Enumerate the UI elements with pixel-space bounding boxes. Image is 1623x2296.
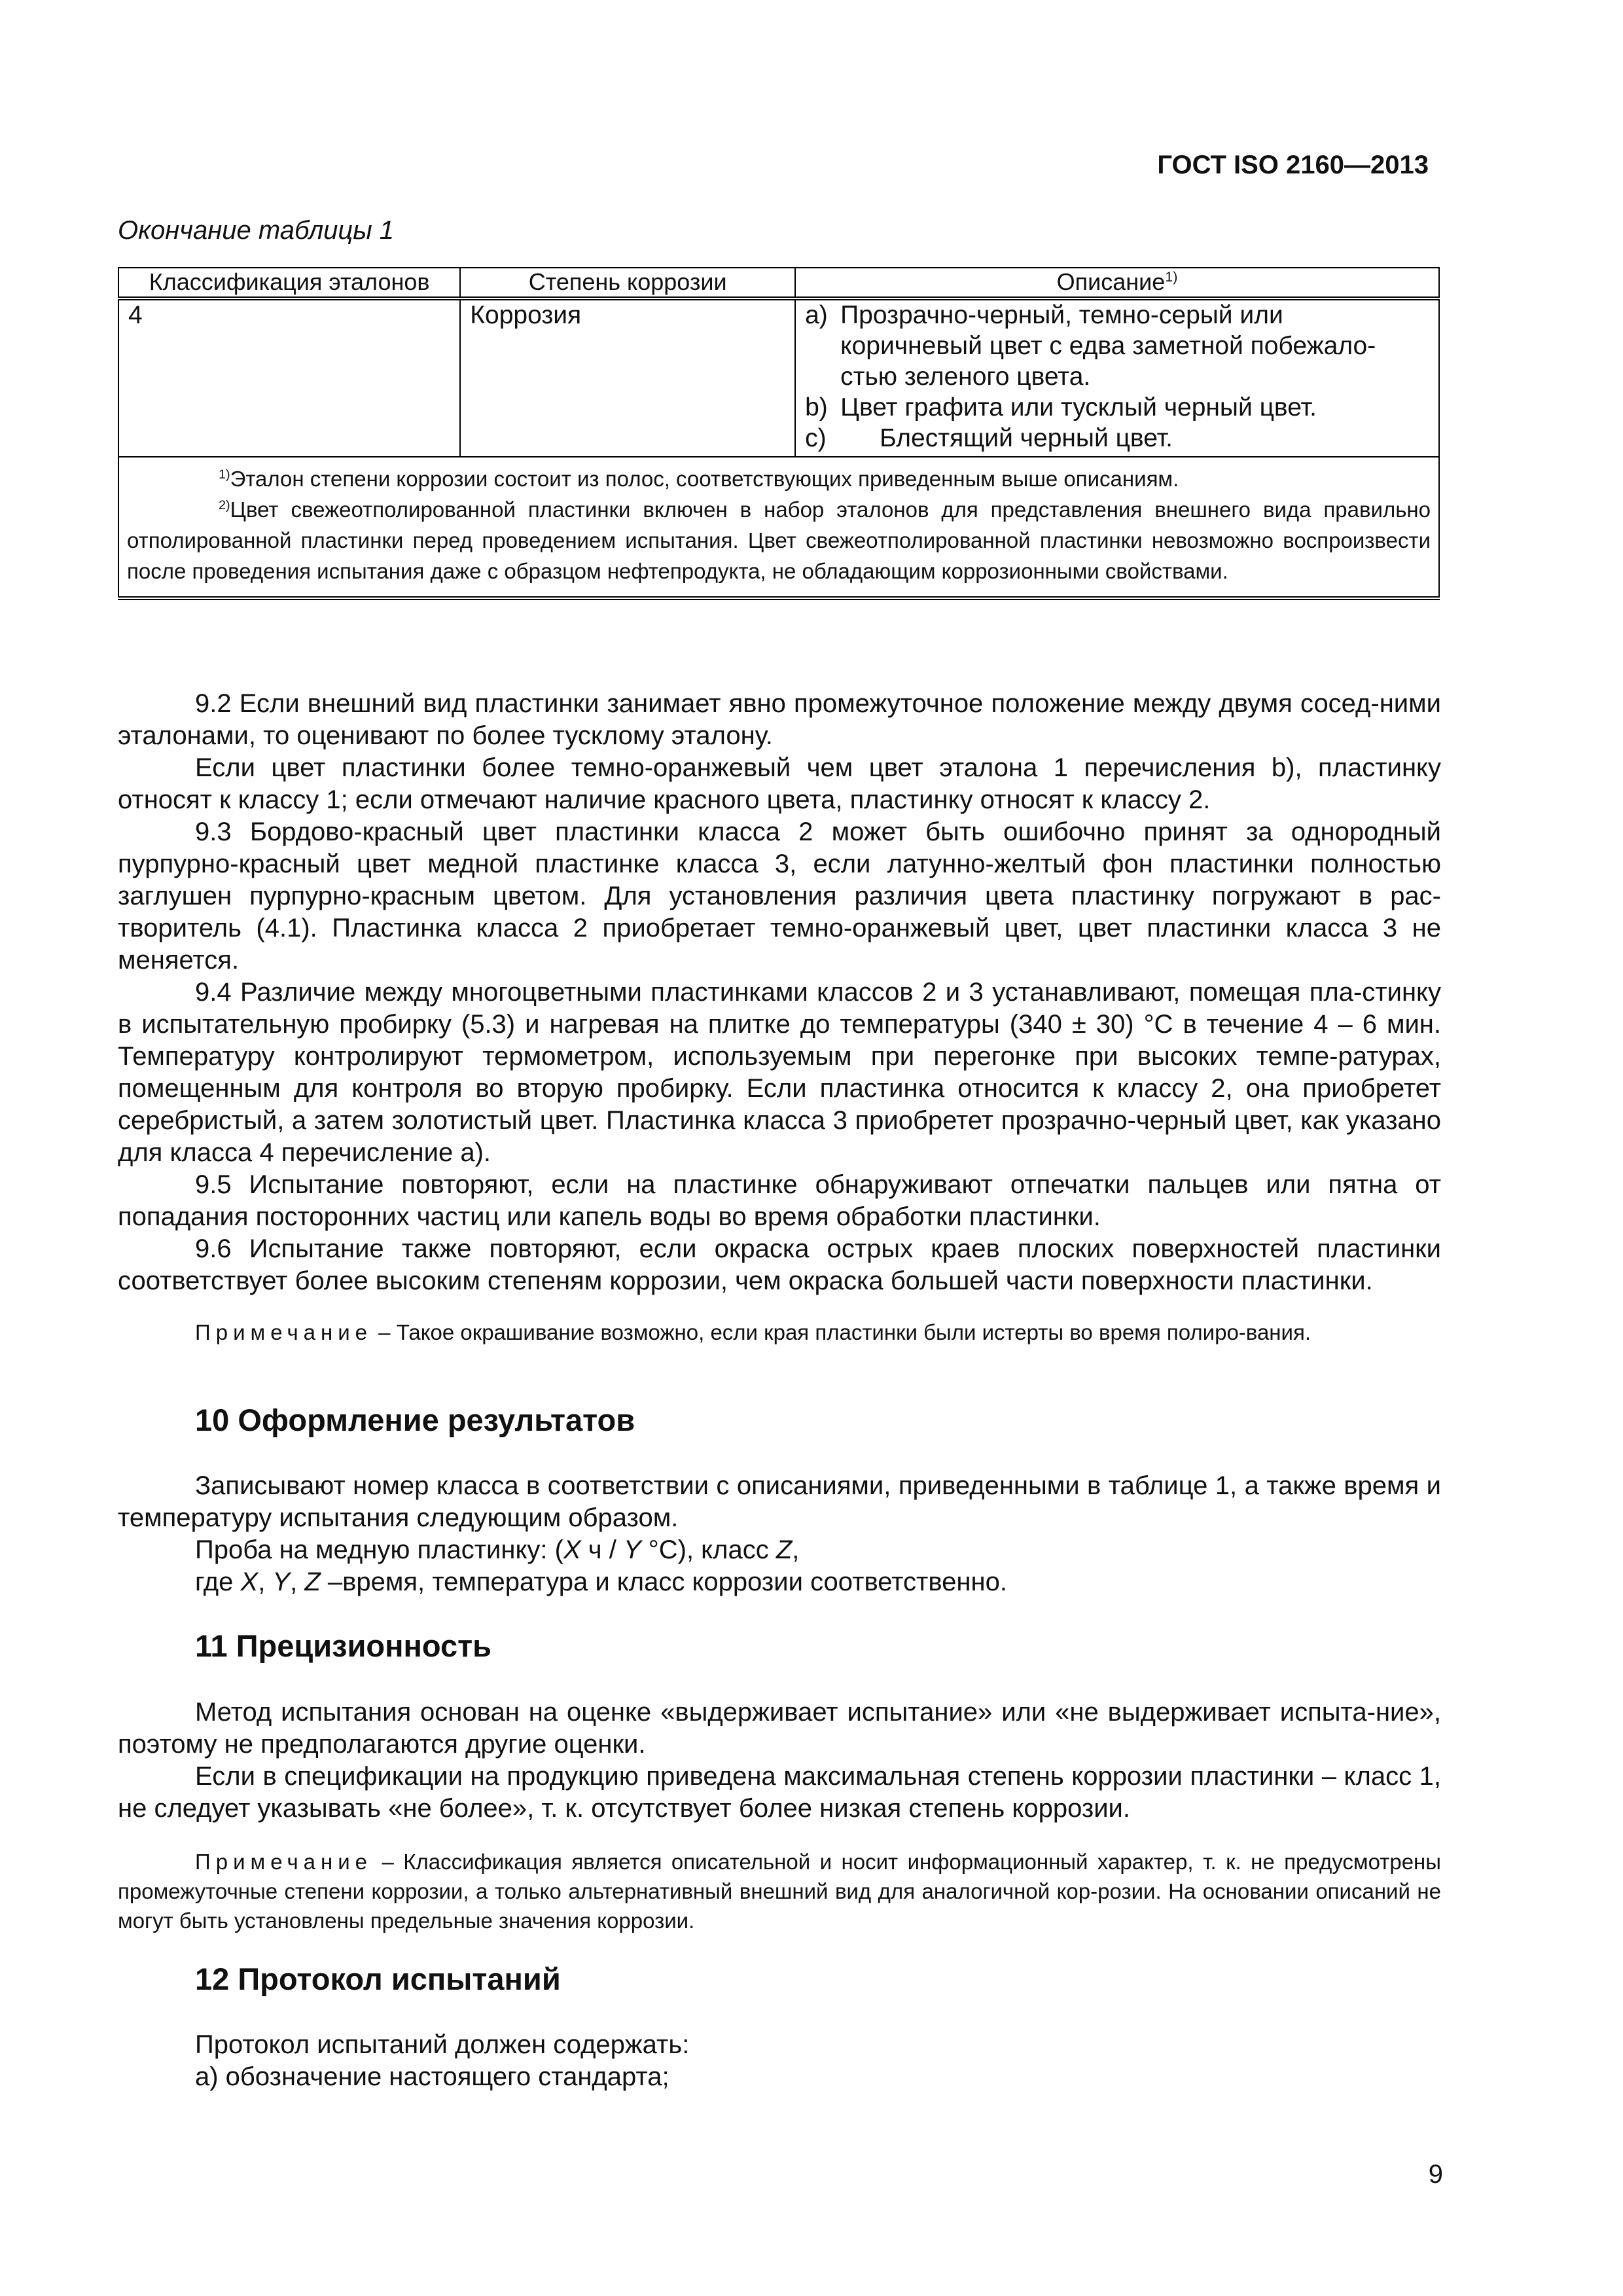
- note-text: – Такое окрашивание возможно, если края пластинки были истерты во время полиро-вания.: [372, 1320, 1311, 1344]
- col-header-classification: Классификация эталонов: [118, 268, 460, 298]
- footnote-text: Эталон степени коррозии состоит из полос, соответствующих приведенным выше описаниям.: [230, 467, 1179, 492]
- text-run: ,: [792, 1535, 800, 1564]
- cell-description: [795, 298, 1439, 457]
- paragraph: Протокол испытаний должен содержать:: [195, 2030, 690, 2059]
- footnote-2: [127, 495, 1431, 587]
- paragraph: [118, 1534, 1441, 1566]
- section-10-text: [118, 1470, 1441, 1598]
- col-header-description: [795, 268, 1439, 298]
- cell-classification: 4: [118, 298, 460, 457]
- variable-y: Y: [623, 1535, 641, 1564]
- section-11-note: [118, 1847, 1441, 1935]
- text-run: °С), класс: [641, 1535, 776, 1564]
- paragraph: [118, 1566, 1441, 1598]
- note-text: – Классификация является описательной и носит информационный характер, т. к. не предусмотрены промежуточные степени коррозии, а только альтернативный внешний вид для аналогичной кор-розии. На основании описаний не могут быть установлены предельные значения коррозии.: [118, 1850, 1441, 1933]
- text-run: ,: [290, 1568, 305, 1596]
- variable-x: X: [240, 1568, 259, 1596]
- text-run: ,: [258, 1568, 273, 1596]
- item-text: Блестящий черный цвет.: [880, 423, 1173, 452]
- heading-section-12: 12 Протокол испытаний: [195, 1962, 561, 1996]
- description-item-c: [805, 423, 1429, 454]
- classification-table: [118, 267, 1440, 600]
- paragraph: 9.6 Испытание также повторяют, если окраска острых краев плоских поверхностей пластинки соответствует более высоким степеням коррозии, чем окраска большей части поверхности пластинки.: [118, 1234, 1441, 1295]
- paragraph: Если цвет пластинки более темно-оранжевый чем цвет эталона 1 перечисления b), пластинку относят к классу 1; если отмечают наличие красного цвета, пластинку относят к классу 2.: [118, 753, 1441, 814]
- table-row: [118, 298, 1439, 457]
- table-footnotes: [118, 457, 1439, 598]
- footnote-ref: 1): [1165, 268, 1178, 285]
- section-9-text: [118, 688, 1441, 1297]
- text-run: ч /: [580, 1535, 624, 1564]
- text-run: –время, температура и класс коррозии соответственно.: [320, 1568, 1007, 1596]
- item-text: Цвет графита или тусклый черный цвет.: [840, 393, 1317, 422]
- variable-z: Z: [304, 1568, 321, 1596]
- section-12-text: [118, 2029, 1441, 2093]
- item-marker: c): [805, 423, 827, 452]
- footnote-text: Цвет свежеотполированной пластинки включен в набор эталонов для представления внешнего вида правильно отполированной пластинки перед проведением испытания. Цвет свежеотполированной пластинки невозможно воспроизвести после проведения испытания даже с образцом нефтепродукта, не обладающим коррозионными свойствами.: [127, 497, 1431, 583]
- cell-degree: Коррозия: [460, 298, 795, 457]
- note-label: Примечание: [195, 1320, 373, 1344]
- table-footnotes-row: [118, 457, 1439, 598]
- table-header-row: [118, 268, 1439, 298]
- paragraph: 9.4 Различие между многоцветными пластинками классов 2 и 3 устанавливают, помещая пла-стинку в испытательную пробирку (5.3) и нагревая на плитке до температуры (340 ± 30) °С в течение 4 – 6 мин. Температуру контролируют термометром, используемым при перегонке при высоких темпе-ратурах, помещенным для контроля во вторую пробирку. Если пластинка относится к классу 2, она приобретет серебристый, а затем золотистый цвет. Пластинка класса 3 приобретет прозрачно-черный цвет, как указано для класса 4 перечисление а).: [118, 978, 1441, 1167]
- paragraph: а) обозначение настоящего стандарта;: [195, 2062, 669, 2091]
- variable-z: Z: [776, 1535, 793, 1564]
- standard-designation: ГОСТ ISO 2160—2013: [1157, 151, 1429, 179]
- text-run: где: [195, 1568, 241, 1596]
- page-number: 9: [1428, 2160, 1443, 2189]
- footnote-marker: 2): [219, 498, 230, 513]
- item-marker: b): [805, 393, 828, 422]
- text-run: Проба на медную пластинку: (: [195, 1535, 563, 1564]
- description-item-a: [805, 300, 1429, 392]
- section-9-note: [118, 1318, 1441, 1347]
- description-item-b: [805, 393, 1429, 423]
- table-caption: Окончание таблицы 1: [118, 216, 395, 245]
- paragraph: 9.5 Испытание повторяют, если на пластинке обнаруживают отпечатки пальцев или пятна от попадания посторонних частиц или капель воды во время обработки пластинки.: [118, 1170, 1441, 1231]
- col-header-description-text: Описание: [1056, 268, 1166, 295]
- paragraph: 9.3 Бордово-красный цвет пластинки класса 2 может быть ошибочно принят за однородный пурпурно-красный цвет медной пластинке класса 3, если латунно-желтый фон пластинки полностью заглушен пурпурно-красным цветом. Для установления различия цвета пластинку погружают в рас-творитель (4.1). Пластинка класса 2 приобретает темно-оранжевый цвет, цвет пластинки класса 3 не меняется.: [118, 817, 1441, 975]
- heading-section-10: 10 Оформление результатов: [195, 1403, 635, 1437]
- item-text: Прозрачно-черный, темно-серый или коричневый цвет с едва заметной побежало-стью зеленого цвета.: [840, 301, 1376, 391]
- paragraph: Если в спецификации на продукцию приведена максимальная степень коррозии пластинки – класс 1, не следует указывать «не более», т. к. отсутствует более низкая степень коррозии.: [118, 1762, 1441, 1823]
- variable-y: Y: [272, 1568, 291, 1596]
- paragraph: 9.2 Если внешний вид пластинки занимает явно промежуточное положение между двумя сосед-ними эталонами, то оценивают по более тусклому эталону.: [118, 689, 1441, 750]
- heading-section-11: 11 Прецизионность: [195, 1628, 492, 1663]
- col-header-degree: Степень коррозии: [460, 268, 795, 298]
- note-label: Примечание: [195, 1850, 373, 1874]
- paragraph: Записывают номер класса в соответствии с описаниями, приведенными в таблице 1, а также время и температуру испытания следующим образом.: [118, 1471, 1441, 1532]
- variable-x: X: [563, 1535, 581, 1564]
- footnote-1: [127, 464, 1431, 495]
- footnote-marker: 1): [219, 467, 230, 482]
- paragraph: Метод испытания основан на оценке «выдерживает испытание» или «не выдерживает испыта-ние», поэтому не предполагаются другие оценки.: [118, 1698, 1441, 1759]
- item-marker: a): [805, 301, 828, 330]
- section-11-text: [118, 1696, 1441, 1825]
